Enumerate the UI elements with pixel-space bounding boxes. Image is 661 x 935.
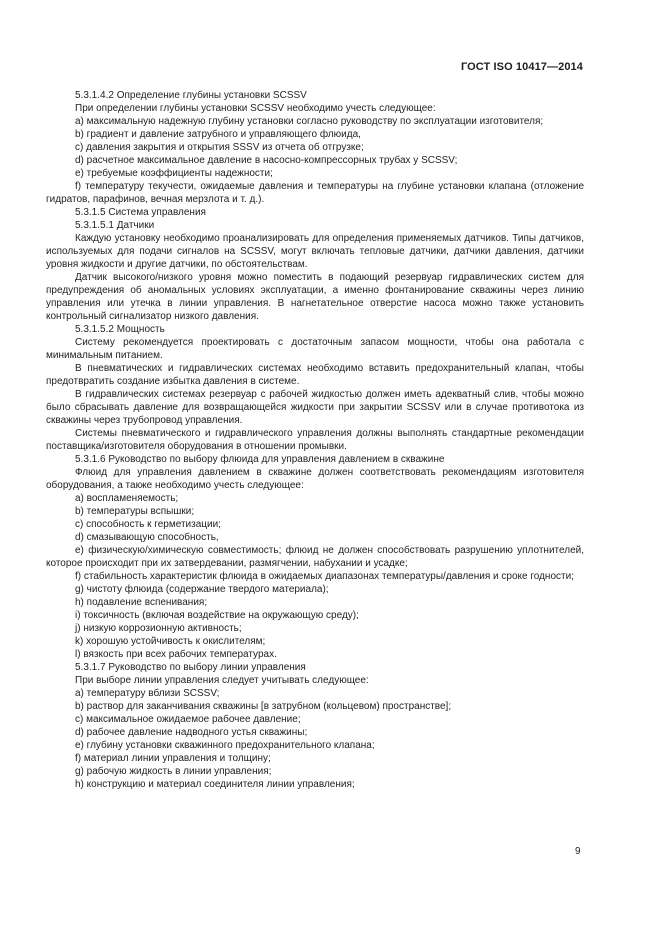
section-heading: 5.3.1.5.2 Мощность [75,324,165,335]
list-item: f) стабильность характеристик флюида в ожидаемых диапазонах температуры/давления и сроке годности; [75,571,574,582]
list-item: е) физическую/химическую совместимость; флюид не должен способствовать разрушению уплотнителей, которое происходит при их затвердевании, размягчении, набухании и усадке; [46,545,584,569]
list-item: g) рабочую жидкость в линии управления; [75,766,272,777]
section-heading: 5.3.1.5.1 Датчики [75,220,155,231]
list-item: f) материал линии управления и толщину; [75,753,271,764]
section-heading: 5.3.1.4.2 Определение глубины установки SCSSV [75,90,307,101]
list-item: h) конструкцию и материал соединителя линии управления; [75,779,355,790]
paragraph: Каждую установку необходимо проанализировать для определения применяемых датчиков. Типы датчиков, используемых для подачи сигналов на SCSSV, могут включать тепловые датчики, датчики давления, датчики уровня жидкости и другие датчики, по обстоятельствам. [46,233,584,270]
list-item: е) требуемые коэффициенты надежности; [75,168,273,179]
list-item: 5.3.1.7 Руководство по выбору линии управления [75,662,306,673]
list-item: с) максимальное ожидаемое рабочее давление; [75,714,301,725]
list-item: с) давления закрытия и открытия SSSV из отчета об отгрузке; [75,142,364,153]
list-item: f) температуру текучести, ожидаемые давления и температуры на глубине установки клапана (отложение гидратов, парафинов, вечная мерзлота и т. д.). [46,181,584,205]
list-item: k) хорошую устойчивость к окислителям; [75,636,266,647]
list-item: l) вязкость при всех рабочих температурах. [75,649,277,660]
paragraph: В гидравлических системах резервуар с рабочей жидкостью должен иметь адекватный слив, чтобы можно было сбрасывать давление для возвращающейся жидкости при закрытии SCSSV или в случае противотока из скважины через трубопровод управления. [46,389,584,426]
paragraph: Системы пневматического и гидравлического управления должны выполнять стандартные рекомендации поставщика/изготовителя оборудования в отношении промывки. [46,428,584,452]
list-item: j) низкую коррозионную активность; [75,623,242,634]
list-item: а) воспламеняемость; [75,493,179,504]
list-item: е) глубину установки скважинного предохранительного клапана; [75,740,375,751]
document-body [46,89,584,791]
list-item: d) расчетное максимальное давление в насосно-компрессорных трубах у SCSSV; [75,155,458,166]
section-heading: 5.3.1.6 Руководство по выбору флюида для управления давлением в скважине [75,454,445,465]
list-item: d) рабочее давление надводного устья скважины; [75,727,308,738]
list-item: с) способность к герметизации; [75,519,221,530]
paragraph: Датчик высокого/низкого уровня можно поместить в подающий резервуар гидравлических систем для предупреждения об аномальных условиях эксплуатации, а именно фонтанирование скважины через линию управления или утечка в линии управления. В нагнетательное отверстие насоса можно также установить контрольный сигнализатор низкого давления. [46,272,584,322]
list-item: b) температуры вспышки; [75,506,195,517]
list-item: i) токсичность (включая воздействие на окружающую среду); [75,610,359,621]
list-item: а) максимальную надежную глубину установки согласно руководству по эксплуатации изготовителя; [75,116,544,127]
list-item: b) градиент и давление затрубного и управляющего флюида, [75,129,361,140]
paragraph: При определении глубины установки SCSSV необходимо учесть следующее: [75,103,436,114]
paragraph: Систему рекомендуется проектировать с достаточным запасом мощности, чтобы она работала с минимальным питанием. [46,337,584,361]
section-heading: При выборе линии управления следует учитывать следующее: [75,675,369,686]
list-item: b) раствор для заканчивания скважины [в затрубном (кольцевом) пространстве]; [75,701,452,712]
paragraph: а) температуру вблизи SCSSV; [75,688,220,699]
paragraph: В пневматических и гидравлических системах необходимо вставить предохранительный клапан, чтобы предотвратить создание избытка давления в системе. [46,363,584,387]
list-item: d) смазывающую способность, [75,532,219,543]
paragraph: Флюид для управления давлением в скважине должен соответствовать рекомендациям изготовителя оборудования, а также необходимо учесть следующее: [46,467,584,491]
page-number: 9 [575,846,581,857]
section-heading: 5.3.1.5 Система управления [75,207,206,218]
list-item: g) чистоту флюида (содержание твердого материала); [75,584,329,595]
standard-header: ГОСТ ISO 10417—2014 [460,61,583,73]
list-item: h) подавление вспенивания; [75,597,208,608]
